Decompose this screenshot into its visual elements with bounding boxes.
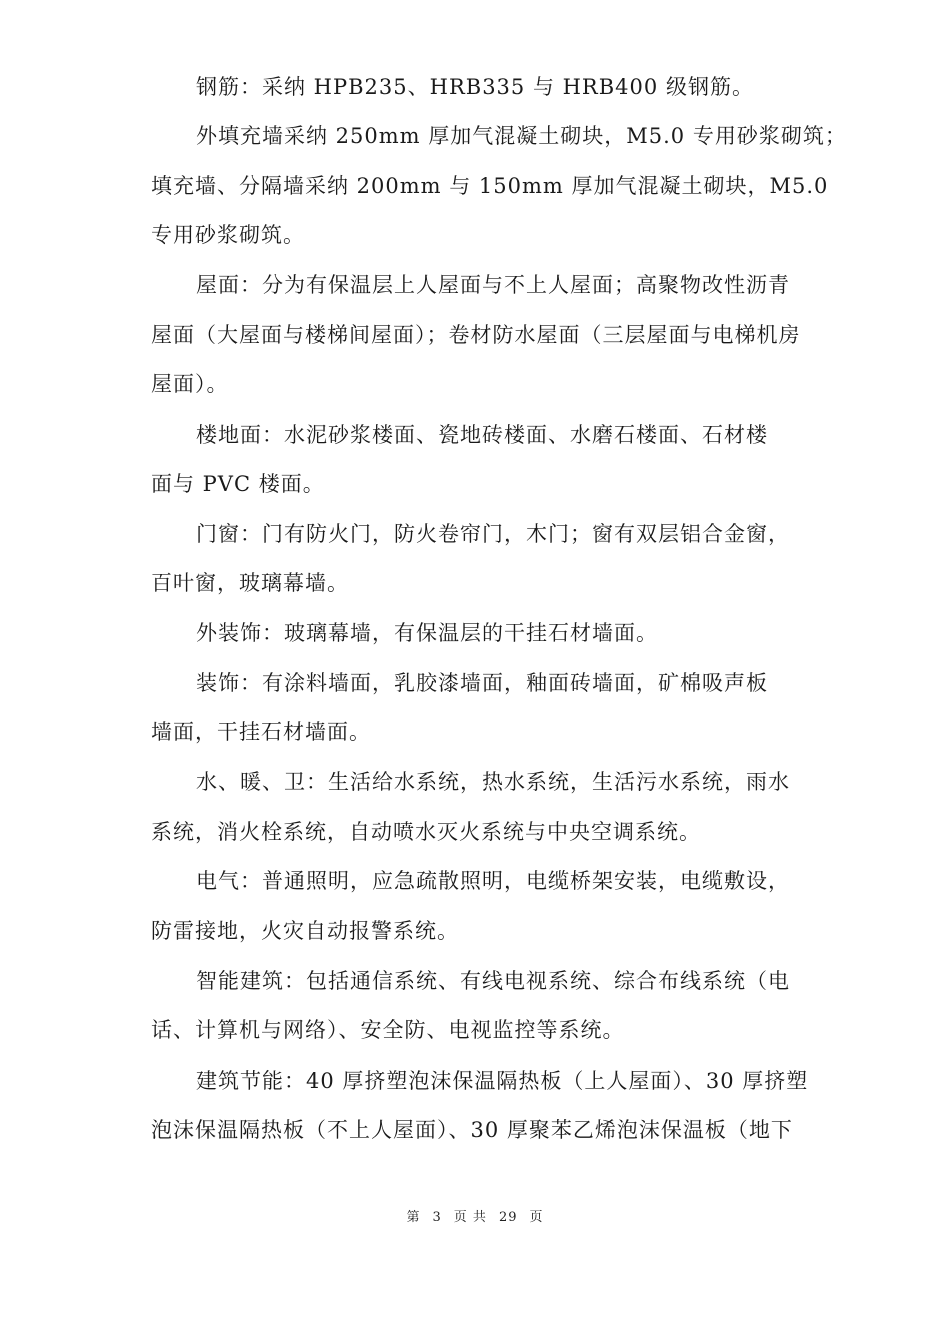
text-line-infill-partition-wall: 填充墙、分隔墙采纳 200mm 与 150mm 厚加气混凝土砌块，M5.0 — [151, 174, 829, 198]
text-line-roof-end: 屋面）。 — [151, 372, 229, 396]
text-line-rebar: 钢筋：采纳 HPB235、HRB335 与 HRB400 级钢筋。 — [196, 75, 754, 99]
page-number: 3 — [432, 1210, 442, 1225]
text-line-floor-cont: 面与 PVC 楼面。 — [151, 472, 325, 496]
footer-middle: 页 共 — [453, 1210, 487, 1225]
text-line-doors-windows-cont: 百叶窗，玻璃幕墙。 — [151, 571, 349, 595]
text-line-exterior-infill-wall: 外填充墙采纳 250mm 厚加气混凝土砌块，M5.0 专用砂浆砌筑； — [196, 124, 847, 148]
text-line-plumbing-cont: 系统，消火栓系统，自动喷水灭火系统与中央空调系统。 — [151, 820, 701, 844]
text-line-energy-saving: 建筑节能：40 厚挤塑泡沫保温隔热板（上人屋面）、30 厚挤塑 — [196, 1069, 809, 1093]
text-line-mortar: 专用砂浆砌筑。 — [151, 223, 305, 247]
text-line-electrical-cont: 防雷接地，火灾自动报警系统。 — [151, 919, 459, 943]
page-footer — [0, 1206, 950, 1225]
text-line-electrical: 电气：普通照明，应急疏散照明，电缆桥架安装，电缆敷设， — [196, 869, 790, 893]
text-line-energy-saving-cont: 泡沫保温隔热板（不上人屋面）、30 厚聚苯乙烯泡沫保温板（地下 — [151, 1118, 793, 1142]
text-line-decoration-cont: 墙面，干挂石材墙面。 — [151, 720, 371, 744]
text-line-decoration: 装饰：有涂料墙面，乳胶漆墙面，釉面砖墙面，矿棉吸声板 — [196, 671, 768, 695]
text-line-roof: 屋面：分为有保温层上人屋面与不上人屋面；高聚物改性沥青 — [196, 273, 790, 297]
footer-suffix: 页 — [529, 1210, 544, 1225]
text-line-doors-windows: 门窗：门有防火门，防火卷帘门，木门；窗有双层铝合金窗， — [196, 522, 790, 546]
text-line-floor: 楼地面：水泥砂浆楼面、瓷地砖楼面、水磨石楼面、石材楼 — [196, 423, 768, 447]
footer-prefix: 第 — [406, 1210, 421, 1225]
total-pages: 29 — [498, 1210, 518, 1225]
text-line-exterior-decoration: 外装饰：玻璃幕墙，有保温层的干挂石材墙面。 — [196, 621, 658, 645]
text-line-intelligent-building-cont: 话、计算机与网络）、安全防、电视监控等系统。 — [151, 1018, 625, 1042]
text-line-roof-cont: 屋面（大屋面与楼梯间屋面）；卷材防水屋面（三层屋面与电梯机房 — [151, 323, 801, 347]
text-line-plumbing: 水、暖、卫：生活给水系统，热水系统，生活污水系统，雨水 — [196, 770, 790, 794]
text-line-intelligent-building: 智能建筑：包括通信系统、有线电视系统、综合布线系统（电 — [196, 969, 790, 993]
